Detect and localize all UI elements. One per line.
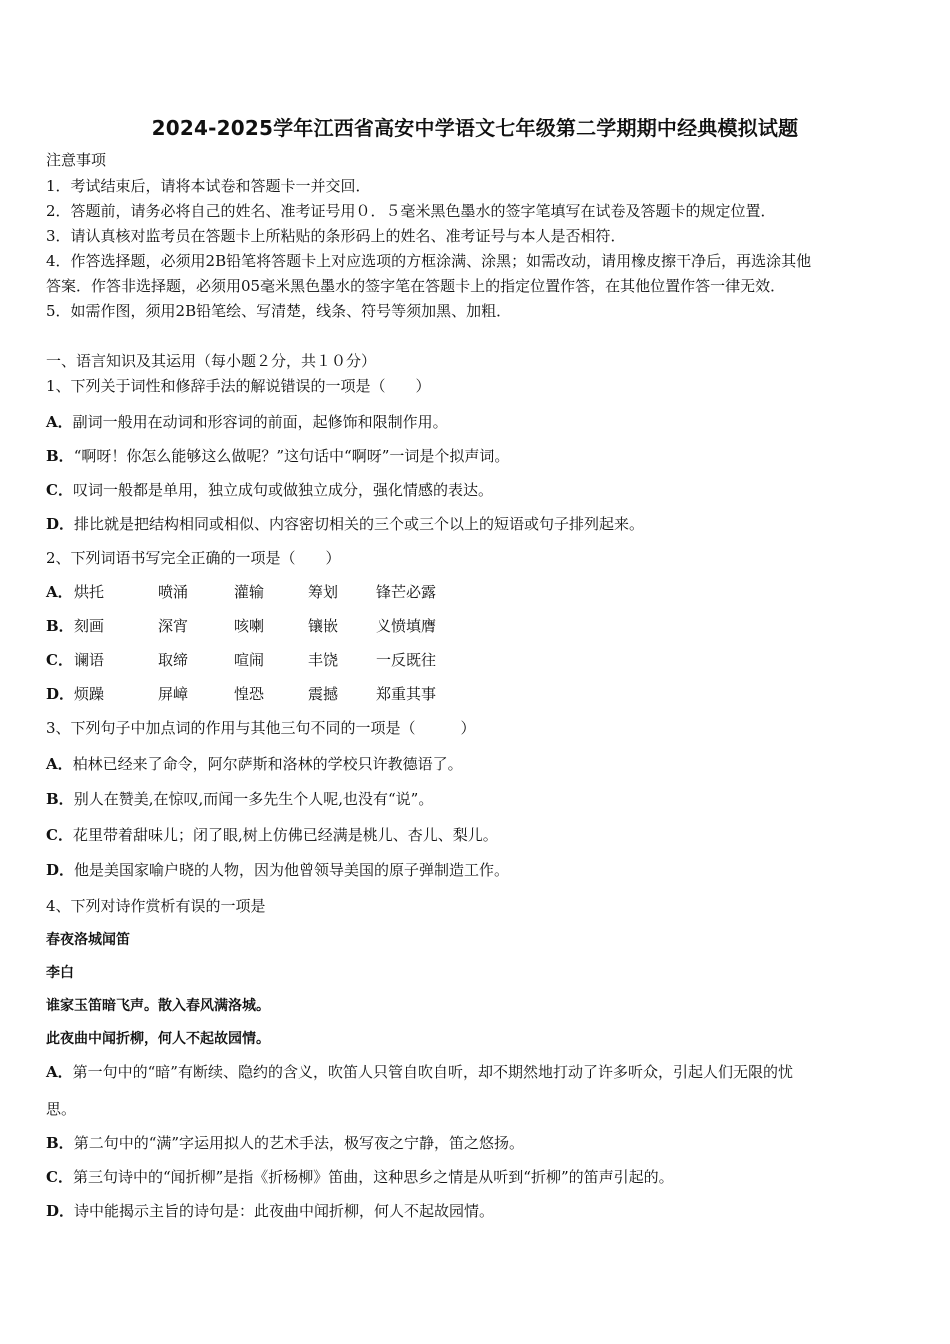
word: 喷涌 — [158, 583, 189, 601]
word: 锋芒必露 — [376, 583, 437, 601]
option-label: B． — [46, 447, 74, 465]
word: 义愤填膺 — [376, 617, 437, 635]
option-d — [46, 860, 509, 880]
option-text: 柏林已经来了命令，阿尔萨斯和洛林的学校只许教德语了。 — [72, 755, 463, 773]
option-b — [46, 446, 509, 466]
option-c — [46, 480, 493, 500]
option-label: D． — [46, 685, 75, 703]
option-label: B． — [46, 617, 74, 635]
option-label: C． — [46, 481, 73, 499]
option-c — [46, 825, 498, 845]
option-label: C． — [46, 826, 73, 844]
poem-line: 谁家玉笛暗飞声。散入春风满洛城。 — [46, 998, 270, 1014]
option-a — [46, 754, 463, 774]
word: 深宵 — [158, 617, 189, 635]
question-stem: 4、下列对诗作赏析有误的一项是 — [46, 897, 266, 915]
option-label: D． — [46, 515, 75, 533]
option-label: A． — [46, 1063, 73, 1081]
page-title: 2024-2025学年江西省高安中学语文七年级第二学期期中经典模拟试题 — [151, 116, 799, 140]
option-label: A． — [46, 413, 73, 431]
option-b — [46, 789, 433, 809]
word: 烘托 — [74, 583, 105, 601]
poem-line: 此夜曲中闻折柳，何人不起故园情。 — [46, 1031, 270, 1047]
word: 取缔 — [158, 651, 189, 669]
option-label: C． — [46, 1168, 73, 1186]
notice-item: 2．答题前，请务必将自己的姓名、准考证号用０．５毫米黑色墨水的签字笔填写在试卷及答题卡的规定位置． — [46, 202, 776, 220]
notice-item: 3．请认真核对监考员在答题卡上所粘贴的条形码上的姓名、准考证号与本人是否相符． — [46, 227, 626, 245]
question-stem: 1、下列关于词性和修辞手法的解说错误的一项是（ ） — [46, 377, 431, 395]
word: 惶恐 — [234, 685, 265, 703]
word: 一反既往 — [376, 651, 437, 669]
notice-heading: 注意事项 — [46, 151, 107, 169]
notice-item: 5．如需作图，须用2B铅笔绘、写清楚，线条、符号等须加黑、加粗． — [46, 302, 512, 320]
option-label: D． — [46, 861, 75, 879]
poem-title: 春夜洛城闻笛 — [46, 932, 130, 948]
section-heading: 一、语言知识及其运用（每小题２分，共１０分） — [46, 352, 377, 370]
word: 丰饶 — [308, 651, 339, 669]
word: 烦躁 — [74, 685, 105, 703]
notice-item: 答案．作答非选择题，必须用05毫米黑色墨水的签字笔在答题卡上的指定位置作答，在其他位置作答一律无效． — [46, 277, 786, 295]
option-text: 第二句中的“满”字运用拟人的艺术手法，极写夜之宁静，笛之悠扬。 — [73, 1134, 525, 1152]
option-c — [46, 1167, 674, 1187]
word: 谰语 — [74, 651, 105, 669]
option-label: B． — [46, 1134, 74, 1152]
option-text: 副词一般用在动词和形容词的前面，起修饰和限制作用。 — [72, 413, 448, 431]
option-label: A． — [46, 755, 73, 773]
option-label: D． — [46, 1202, 75, 1220]
option-text: 思。 — [46, 1100, 77, 1118]
option-d — [46, 514, 644, 534]
word: 刻画 — [74, 617, 105, 635]
word: 屏嶂 — [158, 685, 189, 703]
word: 咳喇 — [234, 617, 265, 635]
word: 灌输 — [234, 583, 265, 601]
option-text: 排比就是把结构相同或相似、内容密切相关的三个或三个以上的短语或句子排列起来。 — [74, 515, 645, 533]
option-label: B． — [46, 790, 74, 808]
option-a-continued — [46, 1099, 76, 1119]
option-a — [46, 1062, 793, 1082]
word: 郑重其事 — [376, 685, 437, 703]
word: 喧闹 — [234, 651, 265, 669]
notice-item: 4．作答选择题，必须用2B铅笔将答题卡上对应选项的方框涂满、涂黑；如需改动，请用橡皮擦干净后，再选涂其他 — [46, 252, 812, 270]
option-a — [46, 412, 448, 432]
question-stem: 2、下列词语书写完全正确的一项是（ ） — [46, 549, 341, 567]
option-text: 第三句诗中的“闻折柳”是指《折杨柳》笛曲，这种思乡之情是从听到“折柳”的笛声引起的。 — [72, 1168, 674, 1186]
question-stem: 3、下列句子中加点词的作用与其他三句不同的一项是（ ） — [46, 719, 476, 737]
option-text: 叹词一般都是单用，独立成句或做独立成分，强化情感的表达。 — [72, 481, 493, 499]
option-b — [46, 1133, 524, 1153]
option-label: C． — [46, 651, 73, 669]
option-text: 第一句中的“暗”有断续、隐约的含义，吹笛人只管自吹自听，却不期然地打动了许多听众，引起人们无限的忧 — [72, 1063, 793, 1081]
option-text: 诗中能揭示主旨的诗句是：此夜曲中闻折柳，何人不起故园情。 — [74, 1202, 495, 1220]
option-text: 别人在赞美,在惊叹,而闻一多先生个人呢,也没有“说”。 — [73, 790, 434, 808]
poem-author: 李白 — [46, 965, 74, 981]
option-text: “啊呀！你怎么能够这么做呢？”这句话中“啊呀”一词是个拟声词。 — [73, 447, 510, 465]
word: 筹划 — [308, 583, 339, 601]
option-text: 花里带着甜味儿；闭了眼,树上仿佛已经满是桃儿、杏儿、梨儿。 — [72, 826, 498, 844]
word: 震撼 — [308, 685, 339, 703]
notice-item: 1．考试结束后，请将本试卷和答题卡一并交回． — [46, 177, 371, 195]
option-label: A． — [46, 583, 73, 601]
word: 镶嵌 — [308, 617, 339, 635]
option-text: 他是美国家喻户晓的人物，因为他曾领导美国的原子弹制造工作。 — [74, 861, 510, 879]
option-d — [46, 1201, 494, 1221]
